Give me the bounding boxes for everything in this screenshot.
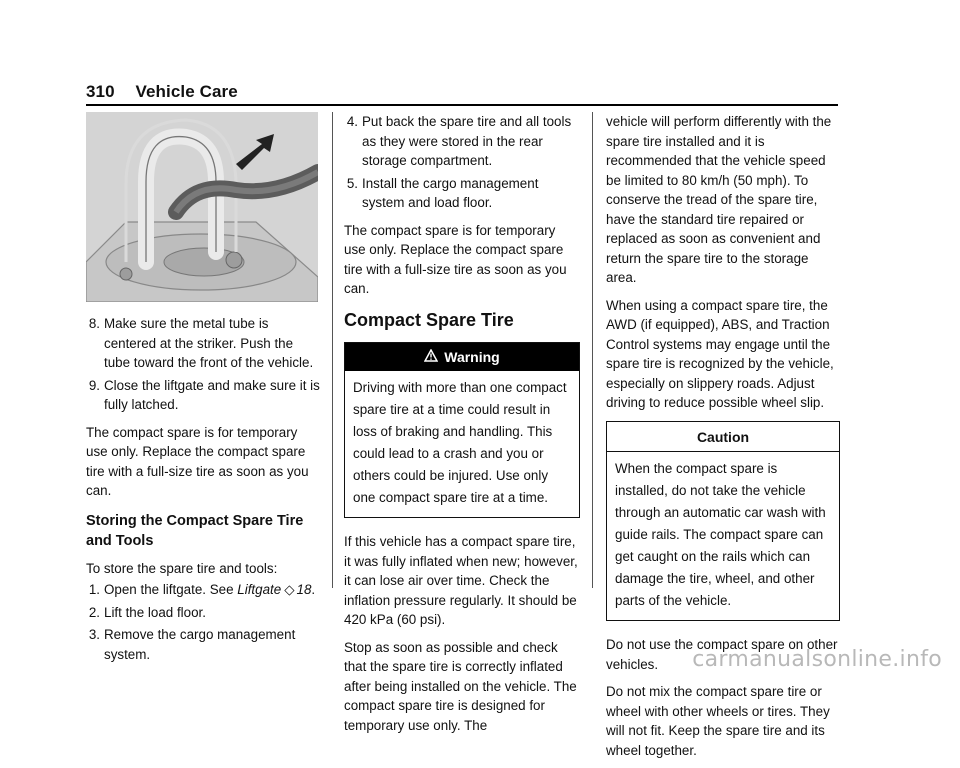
heading-compact-spare-tire: Compact Spare Tire (344, 309, 514, 330)
list-item: 9. Close the liftgate and make sure it is fully latched. (88, 377, 320, 412)
column-1 (86, 112, 320, 672)
section-title: Vehicle Care (135, 82, 238, 101)
caution-text: When the compact spare is installed, do not take the vehicle through an automatic car wash with guide rails. The compact spare can get caught on the rails which can damage the tire, wheel, and other parts of the vehicle. (615, 461, 826, 608)
column-2 (344, 112, 580, 743)
liftgate-striker-tube-illustration (86, 112, 318, 302)
page-ref-icon: ◇ (284, 582, 295, 597)
paragraph: When using a compact spare tire, the AWD (if equipped), ABS, and Traction Control systems may engage until the spare tire is recognized by the vehicle, especially on slippery roads. Adjust driving to reduce possible wheel slip. (606, 297, 834, 410)
paragraph: vehicle will perform differently with the spare tire installed and it is recommended that the vehicle speed be limited to 80 km/h (50 mph). To conserve the tread of the spare tire, have the standard tire repaired or replaced as soon as convenient and return the spare tire to the storage area. (606, 114, 832, 285)
warning-box (344, 342, 580, 518)
warning-text: Driving with more than one compact spare tire at a time could result in loss of braking and handling. This could lead to a crash and you or others could be injured. Use only one compact spare tire at a time. (353, 380, 567, 505)
paragraph: Do not use the compact spare on other vehicles. (606, 637, 838, 672)
column-divider-1 (332, 112, 333, 588)
watermark: carmanualsonline.info (692, 647, 942, 672)
paragraph: Do not mix the compact spare tire or wheel with other wheels or tires. They will not fit. Keep the spare tire and its wheel together. (606, 684, 830, 758)
list-item: 5. Install the cargo management system and load floor. (346, 175, 539, 210)
list-item: 4. Put back the spare tire and all tools as they were stored in the rear storage compartment. (346, 114, 572, 168)
caution-title: Caution (607, 422, 839, 453)
warning-title: Warning (444, 349, 500, 365)
page-ref[interactable]: 18 (296, 582, 312, 597)
steps-continued-list (344, 112, 580, 213)
steps-top-list (86, 314, 320, 415)
header-rule (86, 104, 838, 106)
list-item: 3. Remove the cargo management system. (88, 627, 296, 662)
paragraph: The compact spare is for temporary use only. Replace the compact spare tire with a full-size tire as soon as you can. (344, 222, 567, 296)
paragraph: The compact spare is for temporary use only. Replace the compact spare tire with a full-size tire as soon as you can. (86, 424, 309, 498)
warning-header (345, 343, 579, 371)
warning-triangle-icon (424, 344, 438, 372)
list-item: 1. Open the liftgate. See Liftgate ◇ 18. (88, 582, 316, 597)
paragraph: If this vehicle has a compact spare tire, it was fully inflated when new; however, it can lose air over time. Check the inflation pressure regularly. It should be 420 kPa (60 psi). (344, 534, 578, 627)
subheading-storing-spare: Storing the Compact Spare Tire and Tools (86, 512, 304, 549)
list-item: 2. Lift the load floor. (88, 604, 206, 620)
storage-steps-list (86, 580, 320, 664)
page-number: 310 (86, 82, 115, 101)
column-divider-2 (592, 112, 593, 588)
striker-illustration-icon (86, 112, 318, 302)
paragraph: Stop as soon as possible and check that the spare tire is correctly inflated after being installed on the vehicle. The compact spare tire is designed for temporary use only. The (344, 639, 577, 733)
paragraph: To store the spare tire and tools: (86, 560, 278, 576)
liftgate-link[interactable]: Liftgate (237, 582, 282, 597)
page-header (86, 82, 238, 102)
list-item: 8. Make sure the metal tube is centered at the striker. Push the tube toward the front of the vehicle. (88, 316, 314, 370)
caution-box (606, 421, 840, 622)
